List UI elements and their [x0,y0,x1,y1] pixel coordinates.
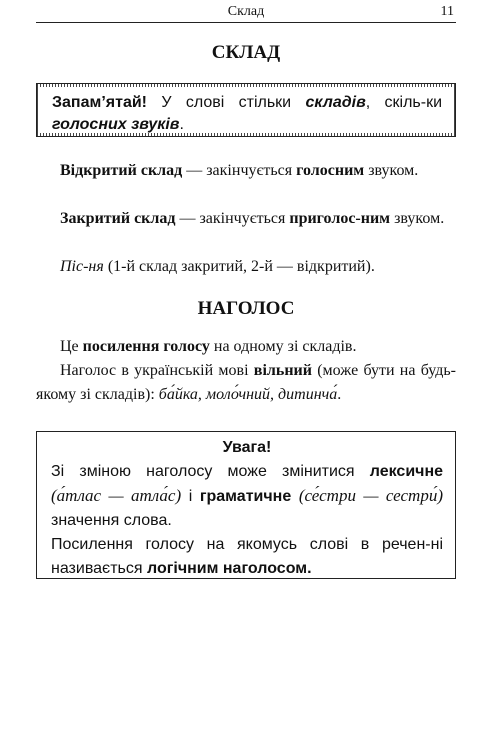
stress-free-paragraph [36,359,456,407]
attention-line-2 [51,533,443,581]
open-vowel: голосним [296,162,365,179]
remember-box [36,83,456,137]
open-t3: звуком. [364,162,419,179]
def-voice-emphasis: посилення голосу [82,338,210,355]
att-lexical: лексичне [369,463,443,480]
open-t1: — закінчується [182,162,297,179]
closed-t3: звуком. [390,210,445,227]
att-logical-stress: логічним наголосом. [146,560,312,577]
free-t4: . [337,386,342,403]
att-l1a: Зі зміною наголосу може змінитися [51,463,370,480]
closed-t1: — закінчується [175,210,290,227]
def-t3: на одному зі складів. [209,338,357,355]
stress-definition [36,335,456,359]
remember-t3: , скіль-ки [365,94,443,111]
free-t3: (може бути на будь-якому зі складів): [36,362,456,403]
closed-syllable-term: Закритий склад [60,210,176,227]
remember-lead: Запам’ятай! [52,94,147,111]
syllable-example [36,255,456,279]
remember-t5: . [179,116,184,133]
example-word: Піс-ня [60,258,104,275]
header-title: Склад [227,4,265,19]
def-t1: Це [60,338,83,355]
att-l1e: і [181,488,200,505]
att-l1i: значення слова. [51,512,172,529]
free-t1: Наголос в українській мові [60,362,254,379]
att-example-2: (се́стри — сестри́) [298,486,443,505]
closed-syllable-paragraph [36,207,456,231]
closed-consonant: приголос-ним [289,210,391,227]
section-title-stress: НАГОЛОС [197,298,295,319]
open-syllable-term: Відкритий склад [60,162,183,179]
stress-examples: ба́йка, моло́чний, дитинча́ [158,386,338,403]
att-l2a: Посилення голосу на якомусь слові в речен-ні називається [51,536,443,577]
att-example-1: (а́тлас — атла́с) [51,486,182,505]
att-l1g [291,488,299,505]
attention-line-1 [51,460,443,533]
free-term: вільний [253,362,312,379]
section-title-syllable: СКЛАД [211,42,281,63]
page-number: 11 [440,4,454,19]
att-grammatical: граматичне [199,488,292,505]
attention-box [36,431,456,579]
attention-title: Увага! [222,439,272,456]
open-syllable-paragraph [36,159,456,183]
remember-syllables: складів [305,94,366,111]
running-header [36,4,456,23]
remember-text [40,87,452,133]
remember-t1: У слові стільки [147,94,306,111]
remember-vowels: голосних звуків [52,116,180,133]
example-note: (1-й склад закритий, 2-й — відкритий). [103,258,375,275]
